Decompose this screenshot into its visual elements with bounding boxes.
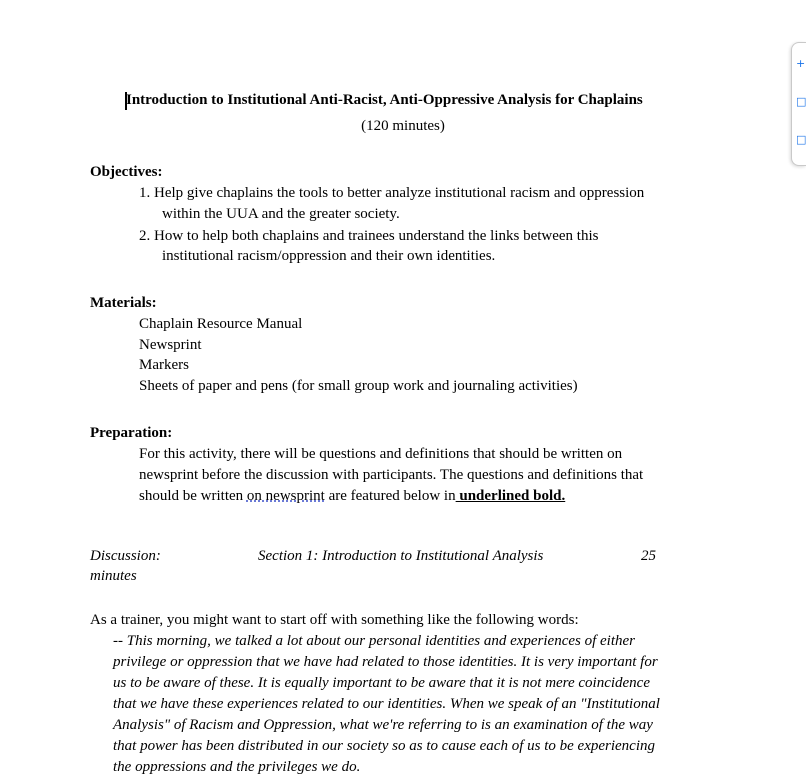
objectives-heading[interactable]: Objectives: bbox=[90, 164, 163, 180]
quote-line[interactable]: -- This morning, we talked a lot about our personal identities and experiences of either bbox=[113, 633, 636, 649]
quote-line[interactable]: the oppressions and the privileges we do. bbox=[113, 759, 361, 775]
trainer-intro[interactable]: As a trainer, you might want to start off with something like the following words: bbox=[90, 612, 579, 628]
duration-text: (120 minutes) bbox=[361, 118, 445, 134]
underlined-bold-text: underlined bold. bbox=[455, 488, 566, 504]
material-item[interactable]: Sheets of paper and pens (for small group work and journaling activities) bbox=[139, 378, 578, 394]
discussion-minutes[interactable]: minutes bbox=[90, 568, 137, 584]
objective-1-line-2[interactable]: within the UUA and the greater society. bbox=[162, 206, 400, 222]
material-item[interactable]: Chaplain Resource Manual bbox=[139, 316, 303, 332]
preparation-text: are featured below in bbox=[324, 488, 456, 504]
quote-line[interactable]: Analysis" of Racism and Oppression, what we're referring to is an examination of the way bbox=[113, 717, 653, 733]
floating-action-panel bbox=[791, 42, 806, 166]
discussion-label[interactable]: Discussion: bbox=[90, 548, 161, 564]
spellcheck-underlined-text[interactable]: on newsprint bbox=[246, 488, 325, 504]
preparation-line-1[interactable]: For this activity, there will be questions and definitions that should be written on bbox=[139, 446, 623, 462]
material-item[interactable]: Markers bbox=[139, 357, 189, 373]
quote-line[interactable]: that we have these experiences related to our identities. When we speak of an "Institutional bbox=[113, 696, 660, 712]
preparation-line-3[interactable] bbox=[139, 488, 565, 505]
document-title[interactable]: Introduction to Institutional Anti-Racist, Anti-Oppressive Analysis for Chaplains bbox=[126, 92, 643, 108]
add-icon[interactable]: + bbox=[796, 57, 806, 69]
document-duration[interactable] bbox=[0, 118, 806, 135]
discussion-time[interactable]: 25 bbox=[641, 548, 656, 564]
objective-2-line-1[interactable]: 2. How to help both chaplains and trainees understand the links between this bbox=[139, 228, 599, 244]
quote-line[interactable]: us to be aware of these. It is equally important to be aware that it is not mere coincidence bbox=[113, 675, 650, 691]
objective-2-line-2[interactable]: institutional racism/oppression and their own identities. bbox=[162, 248, 496, 264]
material-item[interactable]: Newsprint bbox=[139, 337, 202, 353]
suggest-icon[interactable]: □ bbox=[796, 133, 806, 145]
comment-icon[interactable]: □ bbox=[796, 95, 806, 107]
preparation-heading[interactable]: Preparation: bbox=[90, 425, 173, 441]
quote-line[interactable]: that power has been distributed in our society so as to cause each of us to be experiencing bbox=[113, 738, 655, 754]
objective-1-line-1[interactable]: 1. Help give chaplains the tools to better analyze institutional racism and oppression bbox=[139, 185, 645, 201]
preparation-line-2[interactable]: newsprint before the discussion with participants. The questions and definitions that bbox=[139, 467, 644, 483]
preparation-text: should be written bbox=[139, 488, 247, 504]
quote-line[interactable]: privilege or oppression that we have had related to those identities. It is very important for bbox=[113, 654, 658, 670]
discussion-section-title[interactable]: Section 1: Introduction to Institutional Analysis bbox=[258, 548, 544, 564]
materials-heading[interactable]: Materials: bbox=[90, 295, 157, 311]
